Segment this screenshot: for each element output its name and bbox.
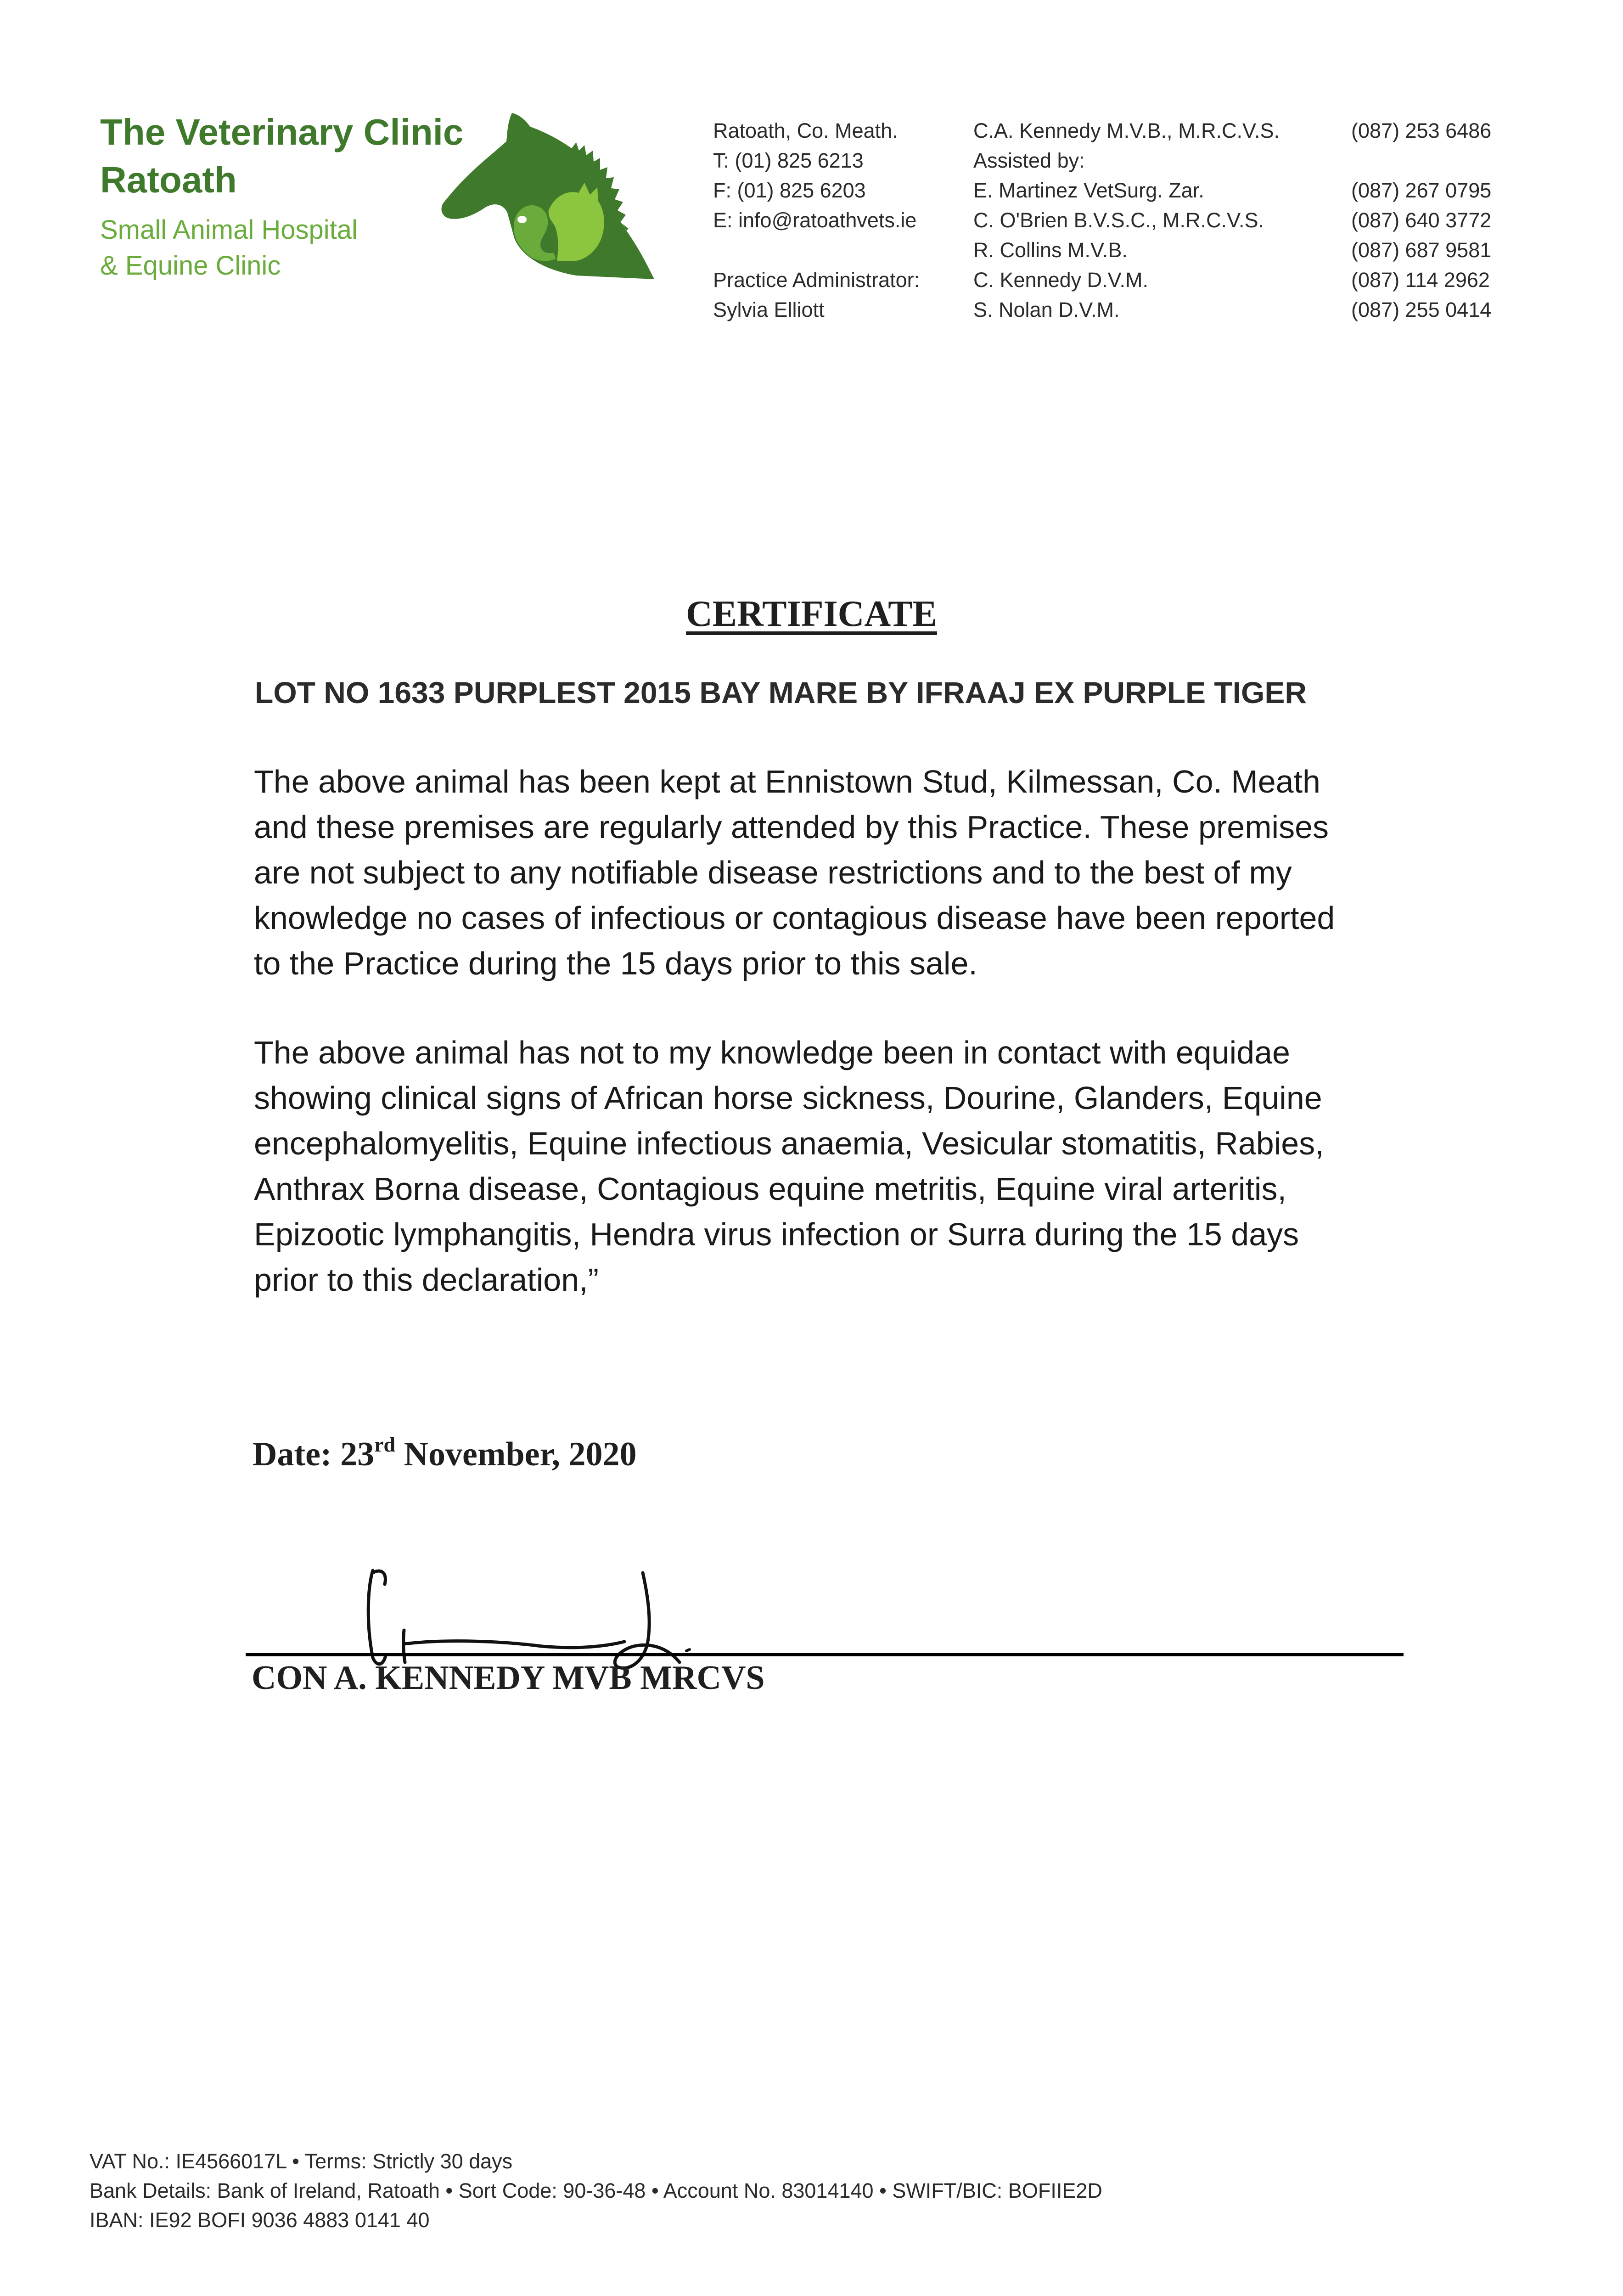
date-label: Date: 23	[253, 1435, 375, 1473]
clinic-name	[100, 108, 463, 204]
vet-item: C. Kennedy D.V.M.	[973, 268, 1149, 292]
paragraph-line: knowledge no cases of infectious or contagious disease have been reported	[254, 900, 1335, 936]
vets-list	[973, 116, 1331, 325]
paragraph-line: prior to this declaration,”	[254, 1262, 599, 1298]
vet-item: E. Martinez VetSurg. Zar.	[973, 179, 1204, 202]
address-line: Ratoath, Co. Meath.	[713, 119, 898, 142]
paragraph-premises	[254, 759, 1429, 986]
date-rest: November, 2020	[395, 1435, 637, 1473]
vet-item: Assisted by:	[973, 149, 1085, 172]
email-line: E: info@ratoathvets.ie	[713, 208, 917, 232]
clinic-name-line2: Ratoath	[100, 159, 237, 200]
fax-line: F: (01) 825 6203	[713, 179, 866, 202]
vet-phones-list	[1351, 116, 1544, 325]
vet-item: C.A. Kennedy M.V.B., M.R.C.V.S.	[973, 119, 1280, 142]
vet-phone: (087) 255 0414	[1351, 298, 1492, 321]
admin-name: Sylvia Elliott	[713, 298, 825, 321]
admin-label: Practice Administrator:	[713, 268, 920, 292]
date-ordinal: rd	[374, 1433, 396, 1456]
lot-description: LOT NO 1633 PURPLEST 2015 BAY MARE BY IFRAAJ EX PURPLE TIGER	[255, 675, 1307, 709]
paragraph-line: and these premises are regularly attended by this Practice. These premises	[254, 809, 1329, 845]
footer-line: IBAN: IE92 BOFI 9036 4883 0141 40	[90, 2208, 430, 2232]
certificate-title: CERTIFICATE	[686, 594, 937, 634]
signature-line	[246, 1653, 1404, 1656]
vet-phone: (087) 253 6486	[1351, 119, 1492, 142]
vet-phone	[1351, 146, 1544, 175]
signer-name: CON A. KENNEDY MVB MRCVS	[252, 1659, 765, 1697]
clinic-subtitle	[100, 212, 358, 284]
vet-item: R. Collins M.V.B.	[973, 238, 1128, 262]
paragraph-line: Anthrax Borna disease, Contagious equine metritis, Equine viral arteritis,	[254, 1171, 1286, 1207]
paragraph-line: The above animal has not to my knowledge been in contact with equidae	[254, 1035, 1290, 1070]
footer-line: Bank Details: Bank of Ireland, Ratoath • Sort Code: 90-36-48 • Account No. 83014140 • SWIFT/BIC: BOFIIE2D	[90, 2179, 1102, 2202]
vet-phone: (087) 114 2962	[1351, 268, 1490, 292]
paragraph-declaration	[254, 1030, 1429, 1303]
vet-phone: (087) 267 0795	[1351, 179, 1492, 202]
paragraph-line: The above animal has been kept at Ennistown Stud, Kilmessan, Co. Meath	[254, 764, 1320, 799]
vet-item: S. Nolan D.V.M.	[973, 298, 1120, 321]
paragraph-line: showing clinical signs of African horse sickness, Dourine, Glanders, Equine	[254, 1080, 1322, 1116]
vet-phone: (087) 687 9581	[1351, 238, 1492, 262]
paragraph-line: Epizootic lymphangitis, Hendra virus infection or Surra during the 15 days	[254, 1216, 1299, 1252]
paragraph-line: encephalomyelitis, Equine infectious anaemia, Vesicular stomatitis, Rabies,	[254, 1125, 1324, 1161]
phone-line: T: (01) 825 6213	[713, 149, 864, 172]
paragraph-line: are not subject to any notifiable disease restrictions and to the best of my	[254, 855, 1292, 890]
vet-phone: (087) 640 3772	[1351, 208, 1492, 232]
horse-dog-cat-logo-icon	[438, 105, 668, 284]
clinic-subtitle-line2: & Equine Clinic	[100, 251, 281, 281]
certificate-date	[253, 1435, 637, 1474]
paragraph-line: to the Practice during the 15 days prior to this sale.	[254, 945, 977, 981]
clinic-subtitle-line1: Small Animal Hospital	[100, 215, 358, 245]
footer-bank-details	[90, 2147, 1102, 2235]
vet-item: C. O'Brien B.V.S.C., M.R.C.V.S.	[973, 208, 1264, 232]
clinic-address-block	[713, 116, 970, 325]
footer-line: VAT No.: IE4566017L • Terms: Strictly 30 days	[90, 2150, 513, 2173]
clinic-name-line1: The Veterinary Clinic	[100, 112, 464, 152]
